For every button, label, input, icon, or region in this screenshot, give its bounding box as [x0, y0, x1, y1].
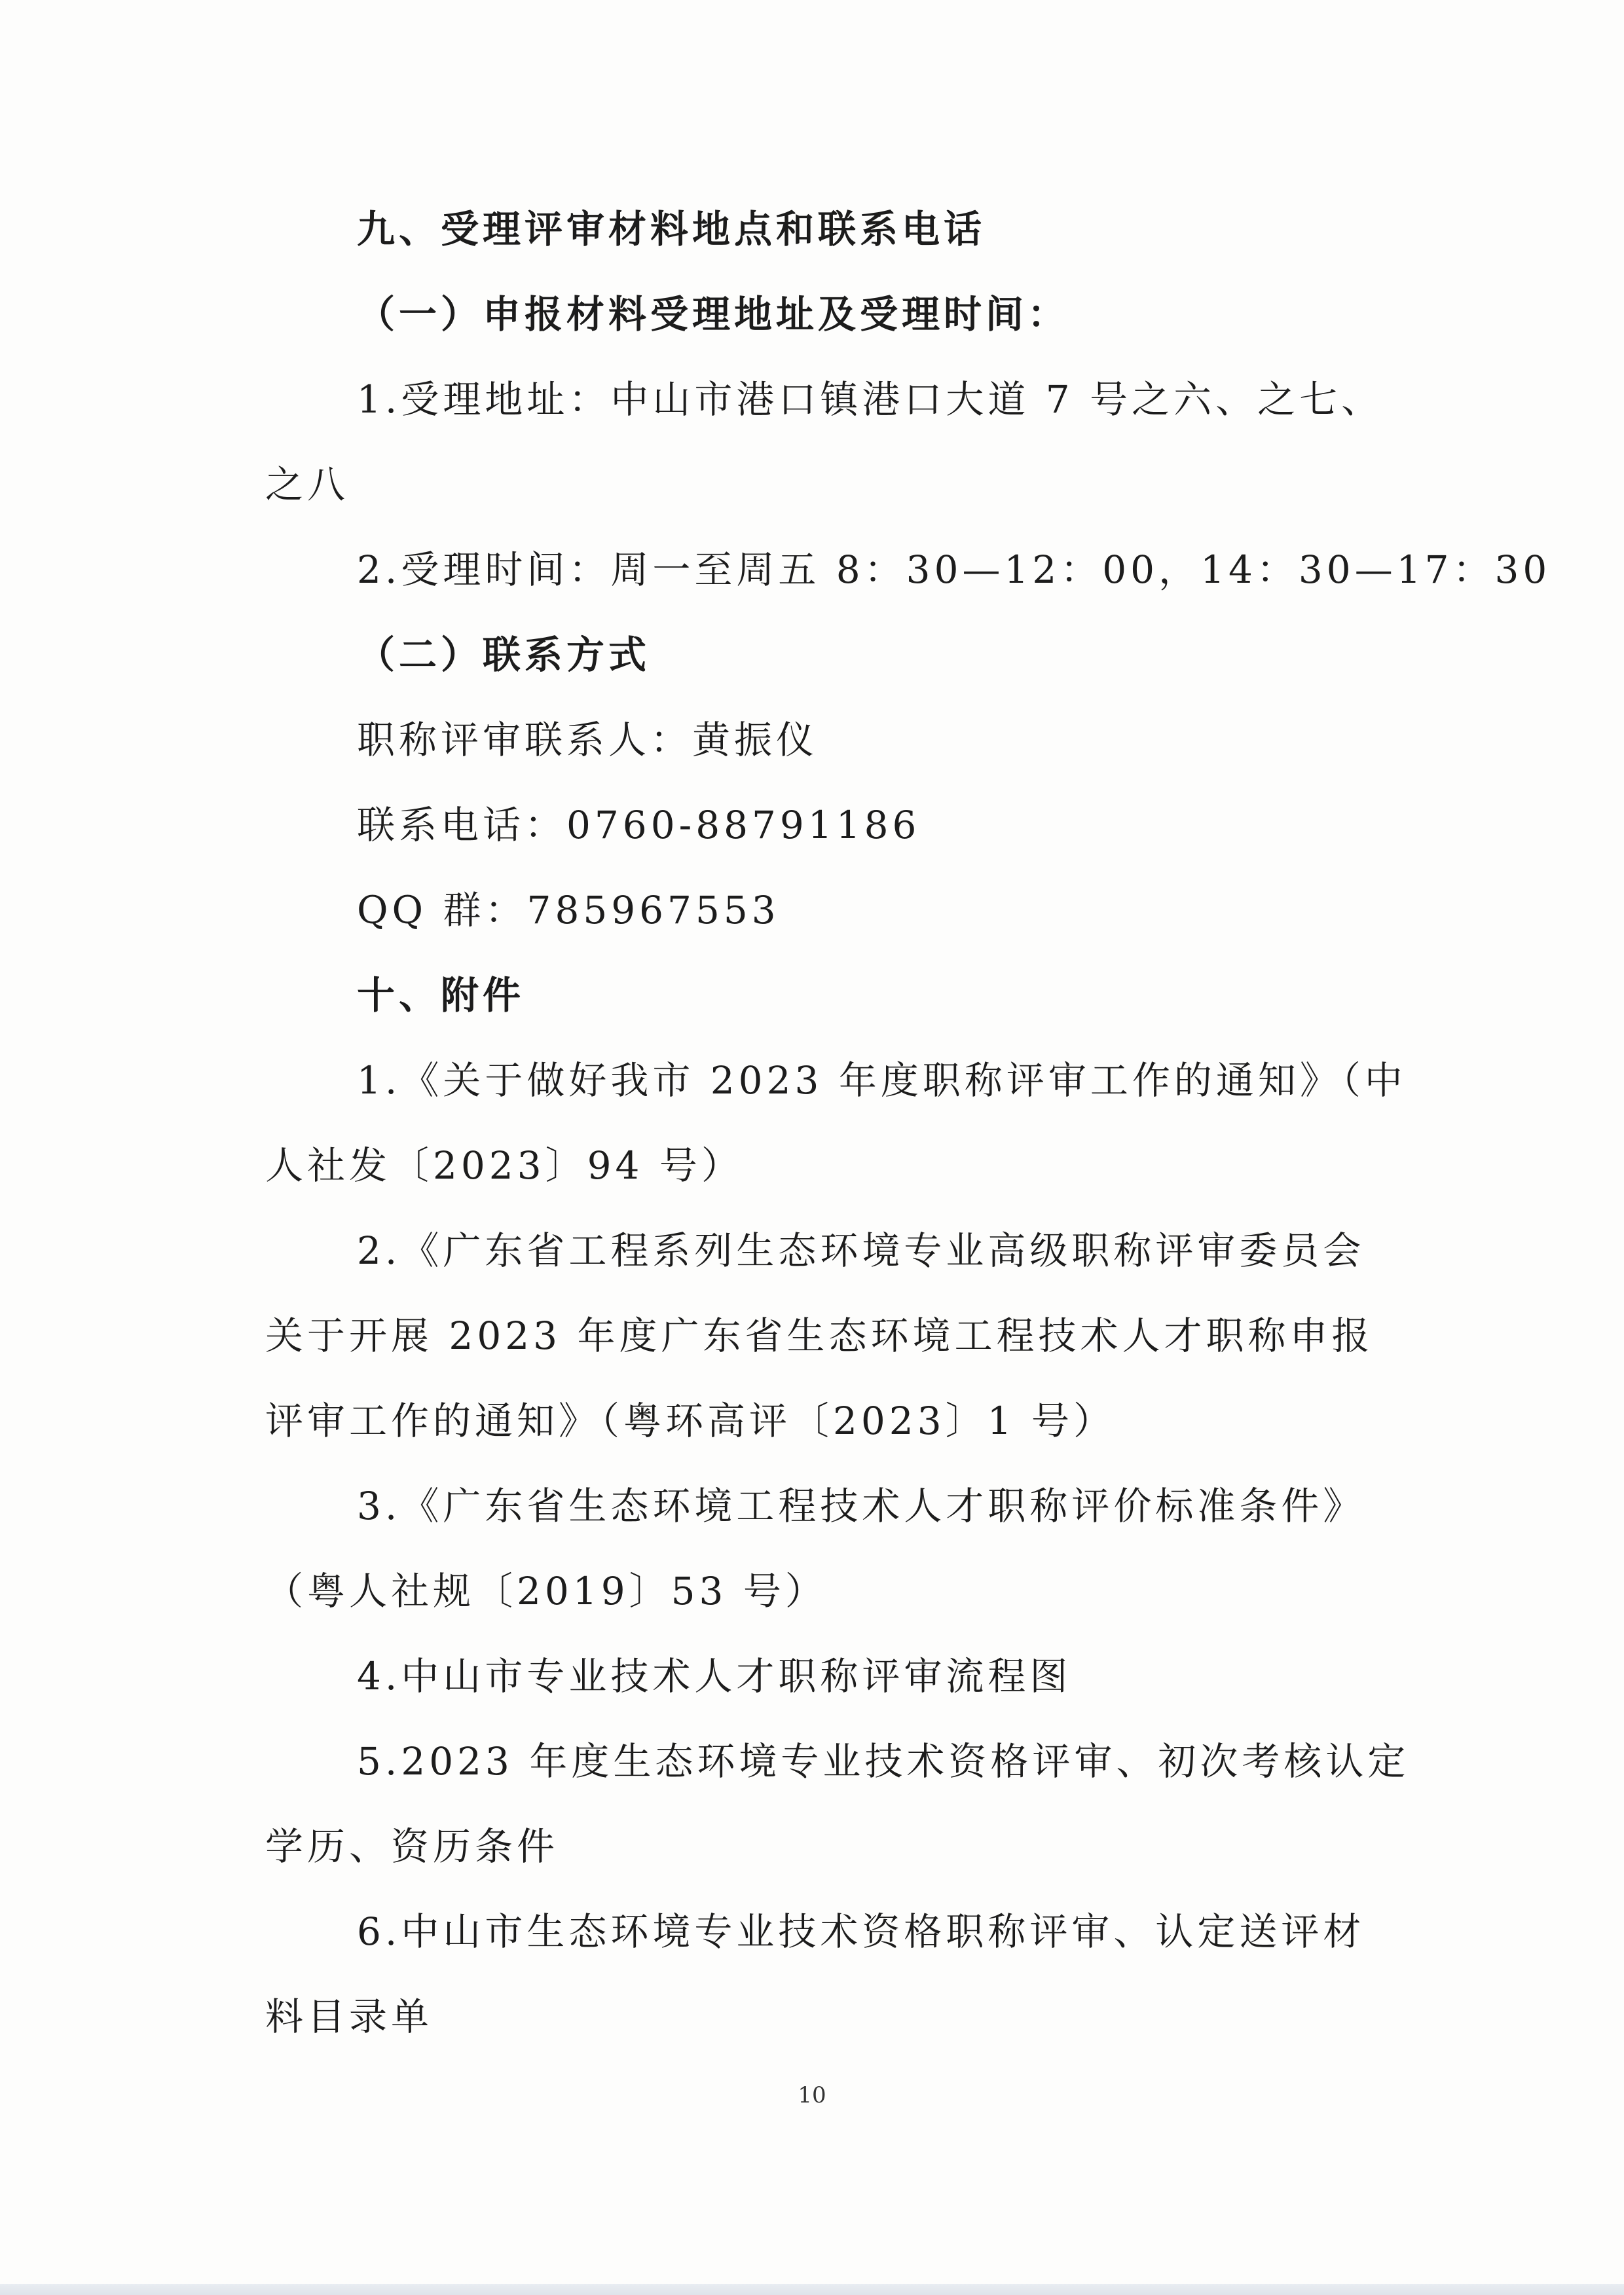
address-line-2: 之八 — [265, 462, 350, 507]
time-line: 2.受理时间：周一至周五 8：30—12：00，14：30—17：30 — [357, 547, 1551, 592]
attachment-2-line-3: 评审工作的通知》（粤环高评〔2023〕1 号） — [265, 1399, 1115, 1443]
attachment-6-line-2: 料目录单 — [265, 1994, 434, 2039]
page-number: 10 — [798, 2082, 826, 2108]
attachment-5-line-1: 5.2023 年度生态环境专业技术资格评审、初次考核认定 — [357, 1739, 1410, 1784]
section-9-subheading-2: （二）联系方式 — [357, 633, 651, 677]
section-9-heading: 九、受理评审材料地点和联系电话 — [357, 207, 986, 251]
contact-person: 职称评审联系人：黄振仪 — [357, 718, 819, 762]
scan-edge — [0, 2284, 1624, 2295]
section-10-heading: 十、附件 — [357, 973, 525, 1018]
contact-phone: 联系电话：0760-88791186 — [357, 803, 921, 847]
attachment-5-line-2: 学历、资历条件 — [265, 1824, 559, 1869]
attachment-1-line-2: 人社发〔2023〕94 号） — [265, 1143, 743, 1188]
attachment-3-line-1: 3.《广东省生态环境工程技术人才职称评价标准条件》 — [357, 1484, 1365, 1528]
attachment-4-line-1: 4.中山市专业技术人才职称评审流程图 — [357, 1654, 1072, 1698]
section-9-subheading-1: （一）申报材料受理地址及受理时间： — [357, 292, 1070, 337]
attachment-2-line-2: 关于开展 2023 年度广东省生态环境工程技术人才职称申报 — [265, 1313, 1374, 1358]
attachment-3-line-2: （粤人社规〔2019〕53 号） — [265, 1569, 827, 1613]
attachment-2-line-1: 2.《广东省工程系列生态环境专业高级职称评审委员会 — [357, 1228, 1365, 1273]
attachment-1-line-1: 1.《关于做好我市 2023 年度职称评审工作的通知》（中 — [357, 1058, 1407, 1103]
address-line-1: 1.受理地址：中山市港口镇港口大道 7 号之六、之七、 — [357, 377, 1384, 422]
qq-group: QQ 群：785967553 — [357, 888, 780, 932]
attachment-6-line-1: 6.中山市生态环境专业技术资格职称评审、认定送评材 — [357, 1909, 1365, 1954]
